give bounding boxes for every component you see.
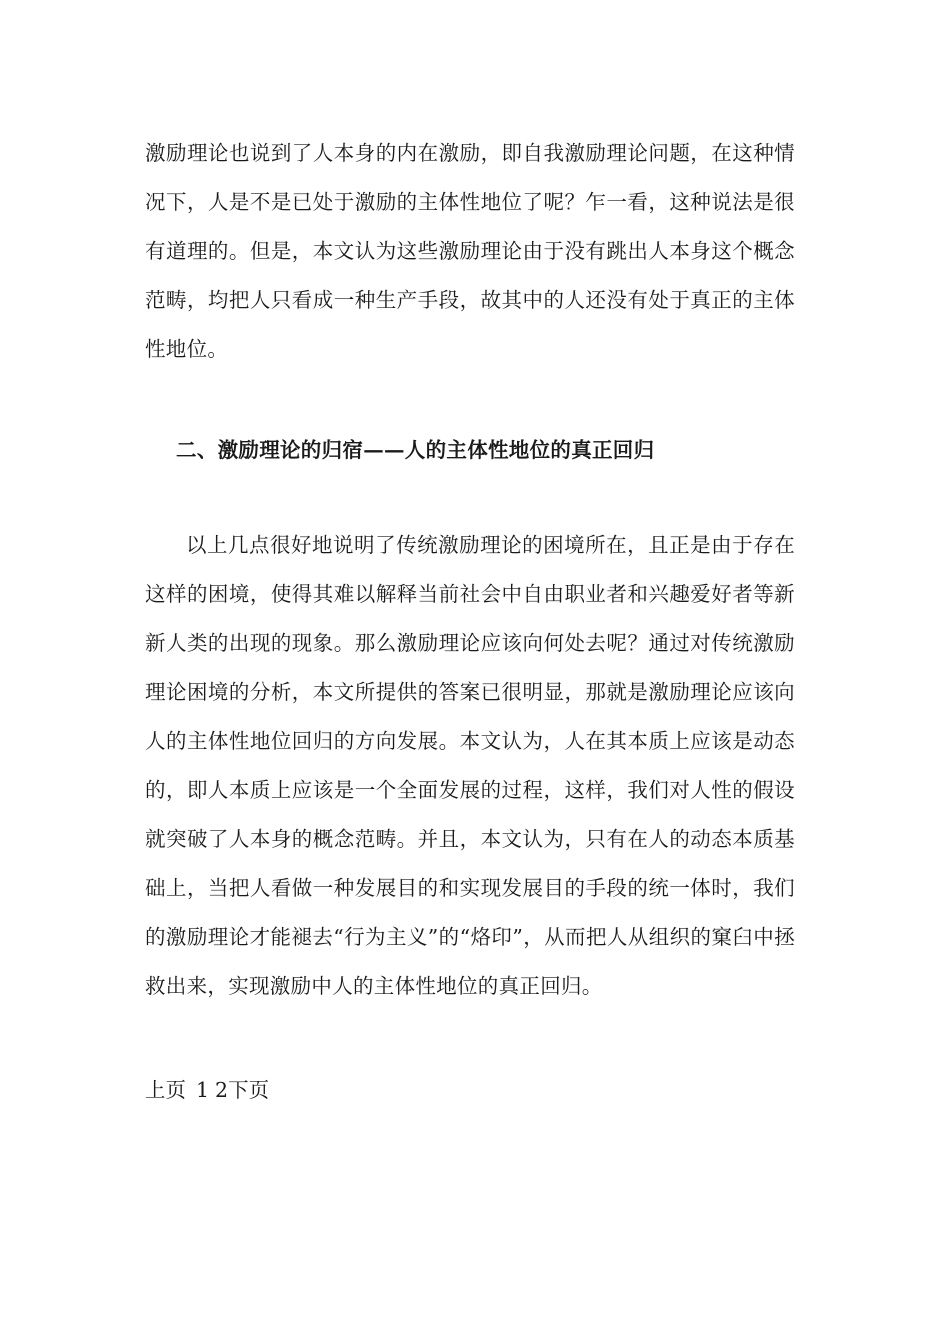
page-link-2[interactable]: 2 [215, 1078, 229, 1102]
document-page [145, 129, 795, 1115]
prev-page-link[interactable]: 上页 [145, 1078, 186, 1102]
section-heading: 二、激励理论的归宿——人的主体性地位的真正回归 [176, 438, 655, 462]
body-paragraph: 以上几点很好地说明了传统激励理论的困境所在，且正是由于存在这样的困境，使得其难以解释当前社会中自由职业者和兴趣爱好者等新新人类的出现的现象。那么激励理论应该向何处去呢？通过对传统激励理论困境的分析，本文所提供的答案已很明显，那就是激励理论应该向人的主体性地位回归的方向发展。本文认为，人在其本质上应该是动态的，即人本质上应该是一个全面发展的过程，这样，我们对人性的假设就突破了人本身的概念范畴。并且，本文认为，只有在人的动态本质基础上，当把人看做一种发展目的和实现发展目的手段的统一体时，我们的激励理论才能褪去“行为主义”的“烙印”，从而把人从组织的窠臼中拯救出来，实现激励中人的主体性地位的真正回归。 [145, 533, 795, 998]
pagination [145, 1066, 795, 1115]
next-page-link[interactable]: 下页 [228, 1078, 270, 1102]
page-link-1[interactable]: 1 [196, 1078, 210, 1102]
intro-paragraph: 激励理论也说到了人本身的内在激励，即自我激励理论问题，在这种情况下，人是不是已处于激励的主体性地位了呢？乍一看，这种说法是很有道理的。但是，本文认为这些激励理论由于没有跳出人本身这个概念范畴，均把人只看成一种生产手段，故其中的人还没有处于真正的主体性地位。 [145, 141, 795, 361]
